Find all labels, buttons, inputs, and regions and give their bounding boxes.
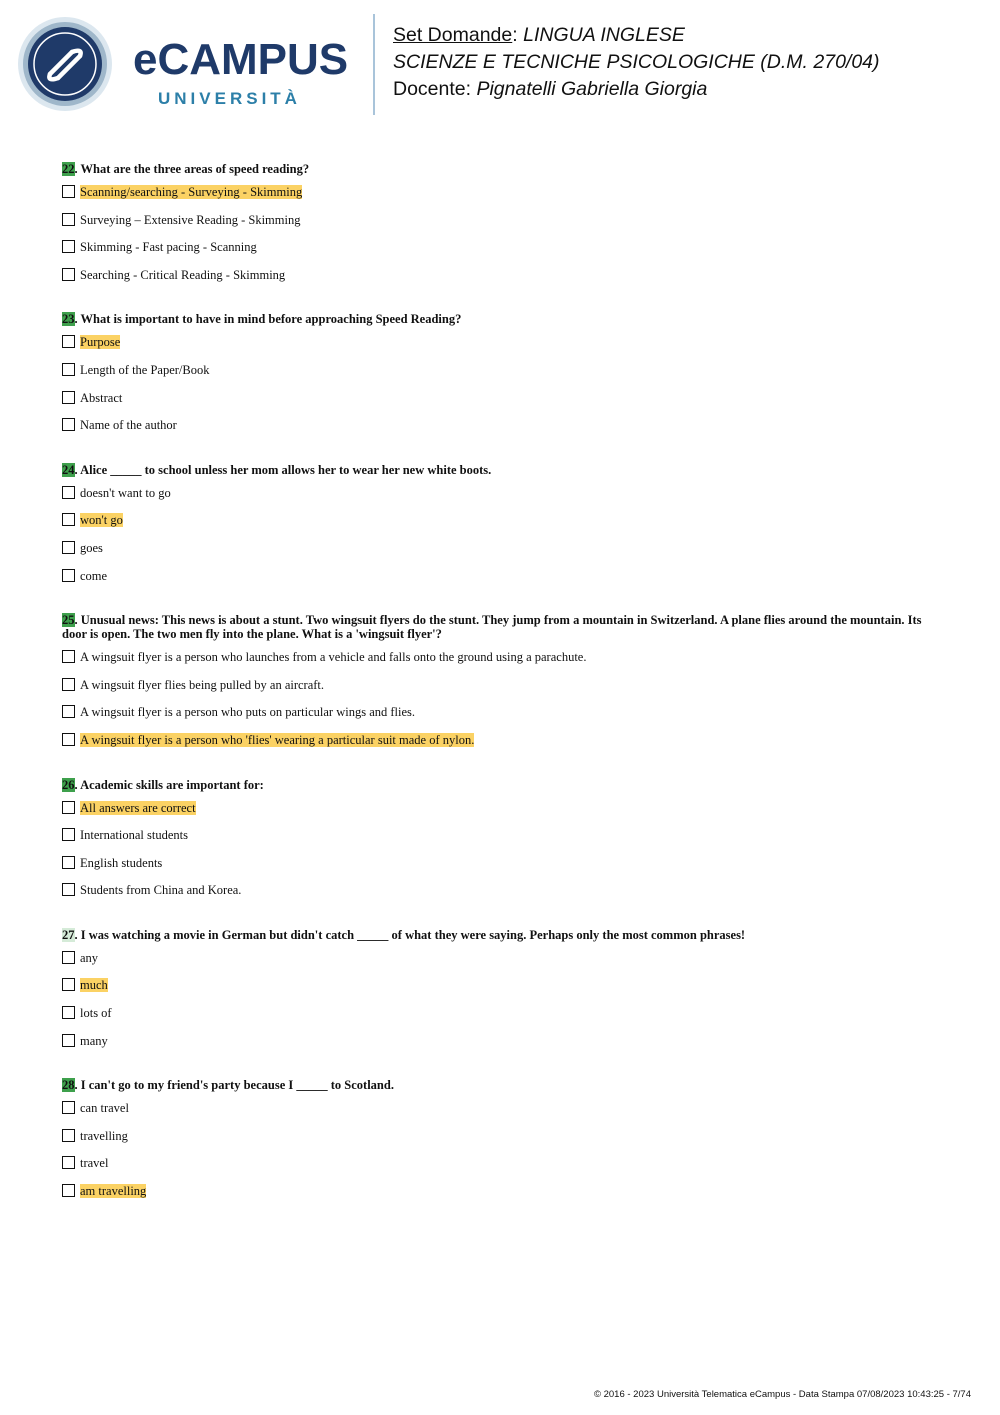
answer-option[interactable] <box>62 1006 937 1034</box>
answer-checkbox[interactable] <box>62 650 75 663</box>
correct-answer-text: A wingsuit flyer is a person who 'flies' wearing a particular suit made of nylon. <box>80 732 475 747</box>
answer-text: A wingsuit flyer is a person who launches from a vehicle and falls onto the ground using a parachute. <box>80 650 587 665</box>
question-number: 22 <box>62 162 75 176</box>
answer-text: travelling <box>80 1128 128 1143</box>
header-info <box>393 22 880 103</box>
answer-checkbox[interactable] <box>62 1006 75 1019</box>
course-title: SCIENZE E TECNICHE PSICOLOGICHE (D.M. 270/04) <box>393 51 880 73</box>
correct-answer-text: Scanning/searching - Surveying - Skimming <box>80 185 303 199</box>
answer-option[interactable] <box>62 1184 937 1212</box>
answer-text: Surveying – Extensive Reading - Skimming <box>80 212 301 227</box>
answer-option[interactable] <box>62 486 937 514</box>
answer-text: International students <box>80 828 188 843</box>
answer-checkbox[interactable] <box>62 828 75 841</box>
answer-text: Skimming - Fast pacing - Scanning <box>80 240 257 255</box>
correct-answer-text: am travelling <box>80 1184 147 1199</box>
answer-text: come <box>80 568 108 583</box>
correct-answer-text: Purpose <box>80 335 121 350</box>
answer-option[interactable] <box>62 185 937 213</box>
answer-checkbox[interactable] <box>62 391 75 404</box>
correct-answer-text: won't go <box>80 513 123 528</box>
correct-answer-text: much <box>80 978 108 993</box>
answer-checkbox[interactable] <box>62 678 75 691</box>
page-footer: © 2016 - 2023 Università Telematica eCampus - Data Stampa 07/08/2023 10:43:25 - 7/74 <box>593 1389 971 1400</box>
answer-text: many <box>80 1033 108 1048</box>
answer-option[interactable] <box>62 569 937 597</box>
answer-checkbox[interactable] <box>62 1156 75 1169</box>
answer-checkbox[interactable] <box>62 541 75 554</box>
answer-option[interactable] <box>62 650 937 678</box>
answer-checkbox[interactable] <box>62 268 75 281</box>
answer-text: Abstract <box>80 390 123 405</box>
answer-option[interactable] <box>62 541 937 569</box>
answer-option[interactable] <box>62 268 937 296</box>
question-number: 23 <box>62 312 75 327</box>
answer-text: A wingsuit flyer flies being pulled by an aircraft. <box>80 677 325 692</box>
answer-option[interactable] <box>62 951 937 979</box>
question-text: What is important to have in mind before approaching Speed Reading? <box>80 312 462 327</box>
answer-option[interactable] <box>62 1156 937 1184</box>
answer-option[interactable] <box>62 828 937 856</box>
question-number: 25 <box>62 613 75 628</box>
teacher-name: Pignatelli Gabriella Giorgia <box>476 78 708 100</box>
question-23 <box>62 312 937 445</box>
answer-checkbox[interactable] <box>62 883 75 896</box>
answer-option[interactable] <box>62 1129 937 1157</box>
answer-option[interactable] <box>62 883 937 911</box>
answer-option[interactable] <box>62 856 937 884</box>
answer-option[interactable] <box>62 978 937 1006</box>
brand-wordmark: eCAMPUS <box>133 35 349 84</box>
question-number: 26 <box>62 777 75 792</box>
header-set-line <box>393 22 880 49</box>
answer-checkbox[interactable] <box>62 978 75 991</box>
question-title: 24. Alice _____ to school unless her mom allows her to wear her new white boots. <box>62 462 492 477</box>
answer-option[interactable] <box>62 391 937 419</box>
answer-text: doesn't want to go <box>80 485 171 500</box>
header-teacher-line <box>393 76 880 103</box>
brand-subtitle: UNIVERSITÀ <box>158 89 301 108</box>
answer-option[interactable] <box>62 678 937 706</box>
question-text: What are the three areas of speed reading? <box>80 162 310 176</box>
page-header <box>0 0 1000 130</box>
question-text: I was watching a movie in German but didn't catch _____ of what they were saying. Perhaps only the most common phrases! <box>80 927 746 942</box>
answer-text: can travel <box>80 1101 129 1116</box>
answer-checkbox[interactable] <box>62 951 75 964</box>
question-title: 27. I was watching a movie in German but didn't catch _____ of what they were saying. Perhaps only the most common phrases! <box>62 927 746 942</box>
answer-checkbox[interactable] <box>62 733 75 746</box>
answer-option[interactable] <box>62 213 937 241</box>
answer-checkbox[interactable] <box>62 418 75 431</box>
set-label: Set Domande <box>393 24 513 46</box>
question-24 <box>62 463 937 596</box>
question-number: 24 <box>62 462 75 477</box>
answer-text: lots of <box>80 1006 112 1021</box>
answer-text: Name of the author <box>80 418 177 433</box>
question-text: Academic skills are important for: <box>80 777 264 792</box>
correct-answer-text: All answers are correct <box>80 800 196 815</box>
answer-checkbox[interactable] <box>62 240 75 253</box>
question-text: Alice _____ to school unless her mom allows her to wear her new white boots. <box>80 462 492 477</box>
question-28 <box>62 1078 937 1211</box>
answer-checkbox[interactable] <box>62 569 75 582</box>
answer-option[interactable] <box>62 801 937 829</box>
answer-text: English students <box>80 855 163 870</box>
question-title: 25. Unusual news: This news is about a stunt. Two wingsuit flyers do the stunt. They jump from a mountain in Switzerland. A plane flies around the mountain. Its door is open. The two men fly into the plane. What is a 'wingsuit flyer'? <box>62 613 922 642</box>
question-22 <box>62 162 937 295</box>
answer-text: A wingsuit flyer is a person who puts on particular wings and flies. <box>80 705 416 720</box>
answer-option[interactable] <box>62 1101 937 1129</box>
answer-checkbox[interactable] <box>62 213 75 226</box>
answer-checkbox[interactable] <box>62 705 75 718</box>
answer-checkbox[interactable] <box>62 1184 75 1197</box>
answer-text: Students from China and Korea. <box>80 883 242 898</box>
question-title: 28. I can't go to my friend's party because I _____ to Scotland. <box>62 1078 394 1093</box>
question-title: 22. What are the three areas of speed reading? <box>62 162 310 176</box>
answer-checkbox[interactable] <box>62 1034 75 1047</box>
set-separator: : <box>512 24 524 46</box>
answer-text: goes <box>80 540 103 555</box>
question-25 <box>62 613 937 760</box>
answer-option[interactable] <box>62 363 937 391</box>
answer-text: Searching - Critical Reading - Skimming <box>80 267 286 282</box>
answer-checkbox[interactable] <box>62 185 75 198</box>
answer-checkbox[interactable] <box>62 513 75 526</box>
question-list <box>62 162 937 1229</box>
answer-option[interactable] <box>62 733 937 761</box>
question-text: I can't go to my friend's party because I _____ to Scotland. <box>80 1078 394 1093</box>
answer-checkbox[interactable] <box>62 1129 75 1142</box>
answer-text: Length of the Paper/Book <box>80 362 210 377</box>
answer-checkbox[interactable] <box>62 1101 75 1114</box>
answer-option[interactable] <box>62 335 937 363</box>
answer-option[interactable] <box>62 1034 937 1062</box>
answer-option[interactable] <box>62 240 937 268</box>
answer-text: any <box>80 950 99 965</box>
answer-text: travel <box>80 1156 109 1171</box>
question-number: 27 <box>62 927 75 942</box>
answer-option[interactable] <box>62 705 937 733</box>
answer-checkbox[interactable] <box>62 801 75 814</box>
question-text: Unusual news: This news is about a stunt. Two wingsuit flyers do the stunt. They jump from a mountain in Switzerland. A plane flies around the mountain. Its door is open. The two men fly into the plane. What is a 'wingsuit flyer'? <box>62 613 922 642</box>
question-27 <box>62 928 937 1061</box>
answer-checkbox[interactable] <box>62 363 75 376</box>
question-26 <box>62 778 937 911</box>
header-divider <box>373 14 375 115</box>
ecampus-seal-logo <box>17 16 113 112</box>
answer-checkbox[interactable] <box>62 856 75 869</box>
answer-checkbox[interactable] <box>62 486 75 499</box>
answer-option[interactable] <box>62 513 937 541</box>
question-title: 26. Academic skills are important for: <box>62 777 264 792</box>
teacher-label: Docente: <box>393 78 477 100</box>
question-title: 23. What is important to have in mind before approaching Speed Reading? <box>62 312 462 327</box>
question-number: 28 <box>62 1078 75 1093</box>
answer-checkbox[interactable] <box>62 335 75 348</box>
answer-option[interactable] <box>62 418 937 446</box>
set-value: LINGUA INGLESE <box>523 24 685 46</box>
